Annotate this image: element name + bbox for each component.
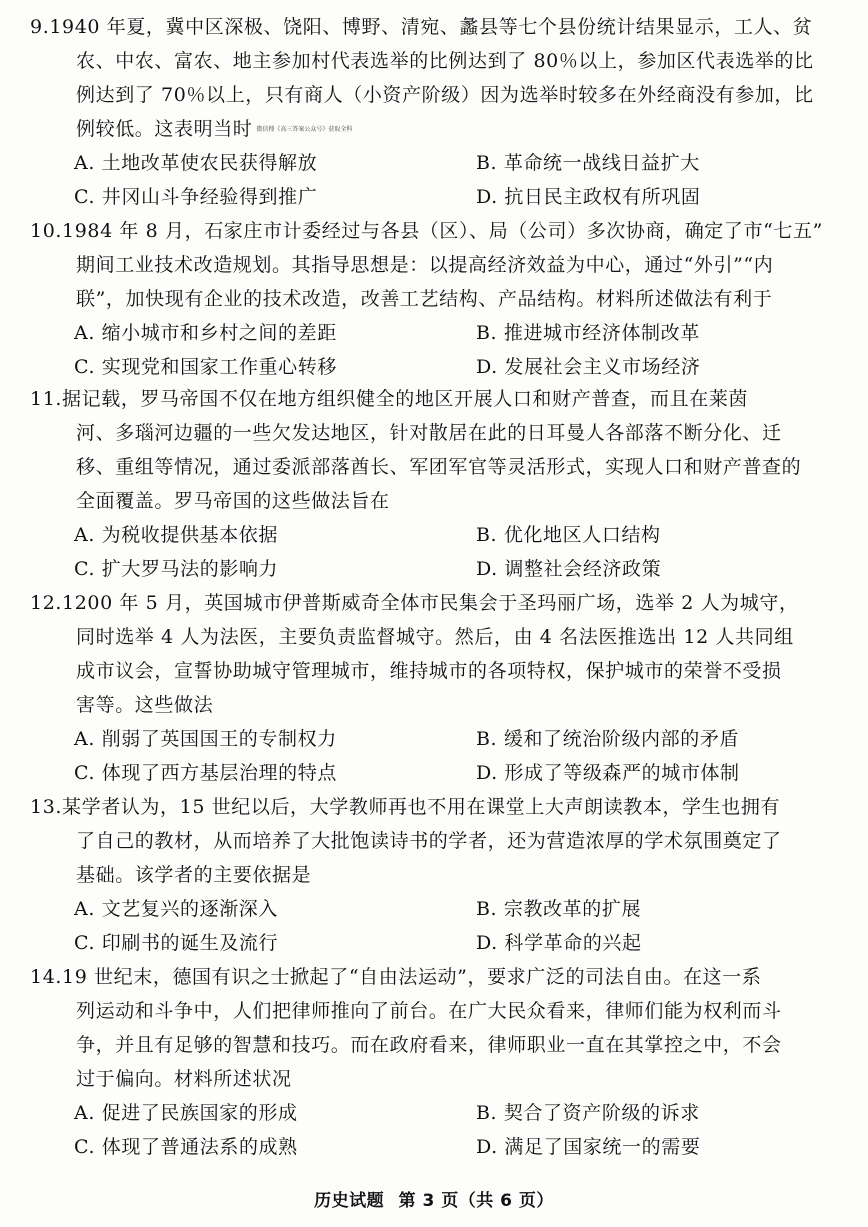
options-row	[30, 722, 840, 756]
option-b[interactable]: B. 革命统一战线日益扩大	[476, 152, 700, 174]
option-c[interactable]: C. 印刷书的诞生及流行	[74, 932, 279, 954]
option-b[interactable]: B. 优化地区人口结构	[476, 524, 661, 546]
option-d[interactable]: D. 抗日民主政权有所巩固	[476, 186, 701, 208]
options-row	[30, 552, 840, 586]
option-c[interactable]: C. 实现党和国家工作重心转移	[74, 356, 337, 378]
option-a[interactable]: A. 土地改革使农民获得解放	[74, 152, 318, 174]
options-row	[30, 892, 840, 926]
question-9-line-4: 例较低。这表明当时 微信搜《高三答案公众号》获取全科	[76, 118, 353, 140]
options-row	[30, 1096, 840, 1130]
question-10	[30, 214, 840, 384]
option-b[interactable]: B. 推进城市经济体制改革	[476, 322, 700, 344]
option-d[interactable]: D. 科学革命的兴起	[476, 932, 642, 954]
option-c[interactable]: C. 体现了西方基层治理的特点	[74, 762, 337, 784]
question-13-line-2: 了自己的教材，从而培养了大批饱读诗书的学者，还为营造浓厚的学术氛围奠定了	[76, 830, 782, 852]
question-number: 13.	[30, 796, 63, 818]
option-c[interactable]: C. 体现了普通法系的成熟	[74, 1136, 298, 1158]
question-11-line-1: 11.据记载，罗马帝国不仅在地方组织健全的地区开展人口和财产普查，而且在莱茵	[30, 388, 749, 410]
options-row	[30, 756, 840, 790]
question-number: 11.	[30, 388, 63, 410]
question-number: 10.	[30, 220, 63, 242]
options-row	[30, 146, 840, 180]
question-12-line-1: 12.1200 年 5 月，英国城市伊普斯威奇全体市民集会于圣玛丽广场，选举 2 人为城守，	[30, 592, 799, 614]
footer-page-number: 第 3 页（共 6 页）	[398, 1191, 554, 1211]
options-row	[30, 350, 840, 384]
options-row	[30, 1130, 840, 1164]
option-d[interactable]: D. 形成了等级森严的城市体制	[476, 762, 740, 784]
question-12-line-2: 同时选举 4 人为法医，主要负责监督城守。然后，由 4 名法医推选出 12 人共同组	[76, 626, 794, 648]
option-a[interactable]: A. 文艺复兴的逐渐深入	[74, 898, 279, 920]
page-footer	[0, 1186, 868, 1211]
question-10-line-1: 10.1984 年 8 月，石家庄市计委经过与各县（区）、局（公司）多次协商，确定了市“七五”	[30, 220, 823, 242]
question-11-line-2: 河、多瑙河边疆的一些欠发达地区，针对散居在此的日耳曼人各部落不断分化、迁	[76, 422, 782, 444]
option-c[interactable]: C. 井冈山斗争经验得到推广	[74, 186, 318, 208]
question-10-line-2: 期间工业技术改造规划。其指导思想是：以提高经济效益为中心，通过“外引”“内	[76, 254, 774, 276]
options-row	[30, 180, 840, 214]
option-d[interactable]: D. 发展社会主义市场经济	[476, 356, 701, 378]
question-number: 14.	[30, 966, 63, 988]
question-10-line-3: 联”，加快现有企业的技术改造，改善工艺结构、产品结构。材料所述做法有利于	[76, 288, 773, 310]
question-14-line-3: 争，并且有足够的智慧和技巧。而在政府看来，律师职业一直在其掌控之中，不会	[76, 1034, 782, 1056]
question-9-line-2: 农、中农、富农、地主参加村代表选举的比例达到了 80％以上，参加区代表选举的比	[76, 50, 814, 72]
question-14	[30, 960, 840, 1164]
question-number: 12.	[30, 592, 63, 614]
question-11-line-3: 移、重组等情况，通过委派部落酋长、军团军官等灵活形式，实现人口和财产普查的	[76, 456, 802, 478]
question-13-line-3: 基础。该学者的主要依据是	[76, 864, 312, 886]
footer-subject: 历史试题	[314, 1191, 385, 1211]
question-11	[30, 382, 840, 586]
options-row	[30, 926, 840, 960]
option-b[interactable]: B. 宗教改革的扩展	[476, 898, 642, 920]
option-c[interactable]: C. 扩大罗马法的影响力	[74, 558, 279, 580]
question-9-line-3: 例达到了 70％以上，只有商人（小资产阶级）因为选举时较多在外经商没有参加，比	[76, 84, 814, 106]
question-12	[30, 586, 840, 790]
option-a[interactable]: A. 缩小城市和乡村之间的差距	[74, 322, 337, 344]
option-d[interactable]: D. 调整社会经济政策	[476, 558, 662, 580]
watermark-note: 微信搜《高三答案公众号》获取全科	[256, 126, 353, 133]
option-d[interactable]: D. 满足了国家统一的需要	[476, 1136, 701, 1158]
question-number: 9.	[30, 16, 50, 38]
question-14-line-1: 14.19 世纪末，德国有识之士掀起了“自由法运动”，要求广泛的司法自由。在这一系	[30, 966, 762, 988]
options-row	[30, 316, 840, 350]
question-12-line-4: 害等。这些做法	[76, 694, 214, 716]
options-row	[30, 518, 840, 552]
option-a[interactable]: A. 削弱了英国国王的专制权力	[74, 728, 337, 750]
question-13	[30, 790, 840, 960]
question-14-line-2: 列运动和斗争中，人们把律师推向了前台。在广大民众看来，律师们能为权利而斗	[76, 1000, 782, 1022]
question-9-line-1: 9.1940 年夏，冀中区深极、饶阳、博野、清宛、蠡县等七个县份统计结果显示，工人、贫	[30, 16, 813, 38]
question-11-line-4: 全面覆盖。罗马帝国的这些做法旨在	[76, 490, 390, 512]
question-14-line-4: 过于偏向。材料所述状况	[76, 1068, 292, 1090]
option-b[interactable]: B. 契合了资产阶级的诉求	[476, 1102, 700, 1124]
option-b[interactable]: B. 缓和了统治阶级内部的矛盾	[476, 728, 740, 750]
question-13-line-1: 13.某学者认为，15 世纪以后，大学教师再也不用在课堂上大声朗读教本，学生也拥有	[30, 796, 781, 818]
option-a[interactable]: A. 促进了民族国家的形成	[74, 1102, 298, 1124]
question-12-line-3: 成市议会，宣誓协助城守管理城市，维持城市的各项特权，保护城市的荣誉不受损	[76, 660, 782, 682]
question-9	[30, 10, 840, 214]
option-a[interactable]: A. 为税收提供基本依据	[74, 524, 279, 546]
